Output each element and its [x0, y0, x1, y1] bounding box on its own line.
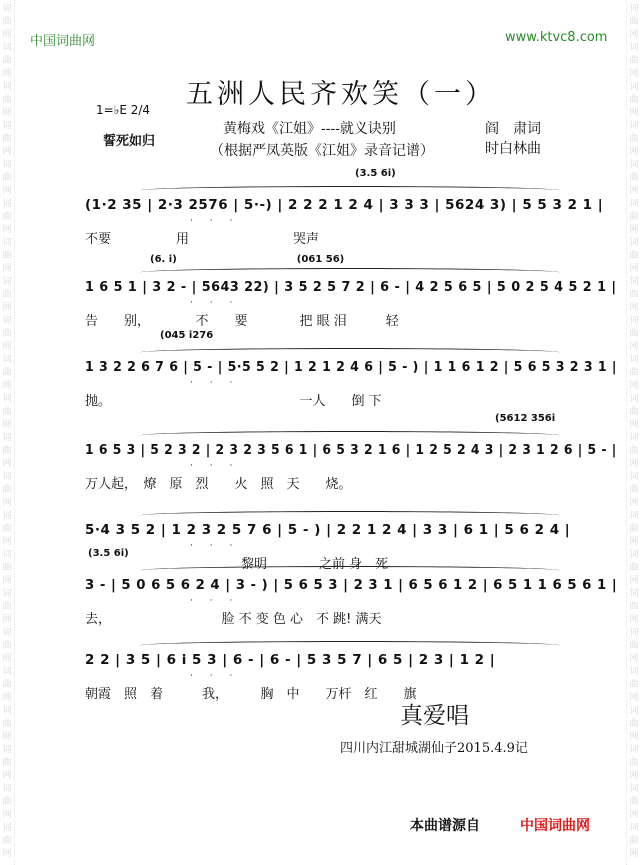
watermark-char: 网 [2, 576, 12, 586]
system-2-slur [140, 268, 560, 277]
system-6-lyrics: 去， 脸 不 变 色 心 不 跳! 满天 [85, 612, 382, 627]
performer-signature: 真爱唱 [400, 703, 469, 729]
watermark-char: 网 [2, 186, 12, 196]
watermark-char: 网 [629, 810, 639, 820]
watermark-char: 词 [2, 550, 12, 560]
watermark-char: 词 [629, 160, 639, 170]
watermark-char: 词 [629, 394, 639, 404]
watermark-char: 网 [629, 459, 639, 469]
watermark-char: 词 [2, 316, 12, 326]
watermark-char: 词 [629, 316, 639, 326]
watermark-char: 曲 [629, 368, 639, 378]
watermark-char: 网 [2, 732, 12, 742]
watermark-char: 曲 [2, 446, 12, 456]
watermark-char: 曲 [629, 95, 639, 105]
watermark-char: 词 [2, 589, 12, 599]
watermark-char: 曲 [2, 836, 12, 846]
system-5-lyrics: 黎明 之前 身 死 [85, 557, 389, 572]
watermark-char: 曲 [2, 407, 12, 417]
watermark-char: 词 [2, 4, 12, 14]
watermark-char: 曲 [629, 719, 639, 729]
watermark-char: 网 [2, 654, 12, 664]
watermark-char: 曲 [2, 134, 12, 144]
watermark-char: 网 [629, 147, 639, 157]
system-2-octave-dots: · · · [190, 298, 240, 308]
watermark-char: 网 [629, 849, 639, 859]
watermark-char: 曲 [629, 251, 639, 261]
watermark-char: 词 [2, 277, 12, 287]
watermark-char: 词 [629, 745, 639, 755]
watermark-char: 词 [629, 199, 639, 209]
watermark-char: 网 [629, 576, 639, 586]
watermark-char: 词 [629, 472, 639, 482]
watermark-char: 网 [629, 615, 639, 625]
watermark-char: 网 [629, 732, 639, 742]
watermark-char: 词 [2, 745, 12, 755]
watermark-char: 曲 [629, 329, 639, 339]
watermark-char: 网 [629, 381, 639, 391]
watermark-char: 网 [629, 654, 639, 664]
transcription-note: 四川内江甜城湖仙子2015.4.9记 [340, 741, 528, 756]
watermark-char: 词 [2, 706, 12, 716]
watermark-char: 曲 [2, 602, 12, 612]
watermark-char: 网 [629, 264, 639, 274]
watermark-strip-right [626, 0, 641, 865]
system-3-octave-dots: · · · [190, 378, 240, 388]
watermark-char: 曲 [629, 524, 639, 534]
watermark-char: 词 [2, 238, 12, 248]
watermark-char: 曲 [629, 407, 639, 417]
system-3-notes: 1 3 2 2 6 7 6 | 5 - | 5·5 5 2 | 1 2 1 2 4 6 | 5 - ) | 1 1 6 1 2 | 5 6 5 3 2 3 1 | [85, 359, 617, 375]
site-url-header[interactable]: www.ktvc8.com [505, 30, 608, 45]
watermark-char: 网 [2, 381, 12, 391]
system-2-notes: 1 6 5 1 | 3 2 - | 5643 22) | 3 5 2 5 7 2 | 6 - | 4 2 5 6 5 | 5 0 2 5 4 5 2 1 | [85, 279, 617, 295]
watermark-char: 曲 [2, 95, 12, 105]
watermark-char: 网 [629, 498, 639, 508]
watermark-char: 词 [629, 433, 639, 443]
watermark-char: 网 [2, 771, 12, 781]
watermark-char: 词 [629, 628, 639, 638]
system-7-slur [140, 641, 560, 650]
system-5-octave-dots: · · · [190, 541, 240, 551]
watermark-char: 网 [2, 537, 12, 547]
watermark-char: 曲 [629, 17, 639, 27]
subtitle-line1: 黄梅戏《江姐》----就义诀别 [223, 121, 396, 137]
watermark-char: 曲 [629, 641, 639, 651]
system-7-octave-dots: · · · [190, 671, 240, 681]
system-5-slur [140, 511, 560, 520]
watermark-char: 曲 [2, 524, 12, 534]
watermark-char: 曲 [629, 680, 639, 690]
watermark-char: 曲 [629, 290, 639, 300]
watermark-char: 网 [629, 30, 639, 40]
site-name-header[interactable]: 中国词曲网 [30, 34, 96, 49]
system-1-lyrics: 不要 用 哭声 [85, 232, 320, 247]
watermark-char: 词 [629, 121, 639, 131]
system-3-auxiliary-notes: (045 i276 [160, 330, 214, 341]
system-4-auxiliary-notes: (5612 356i [495, 413, 556, 424]
watermark-char: 曲 [629, 134, 639, 144]
watermark-char: 词 [2, 43, 12, 53]
watermark-char: 网 [2, 147, 12, 157]
watermark-char: 词 [2, 628, 12, 638]
watermark-char: 词 [2, 511, 12, 521]
watermark-char: 曲 [2, 797, 12, 807]
watermark-char: 词 [2, 121, 12, 131]
watermark-char: 词 [629, 706, 639, 716]
watermark-char: 词 [2, 160, 12, 170]
composer-credit: 时白林曲 [485, 141, 541, 157]
system-4-lyrics: 万人起， 燎 原 烈 火 照 天 烧。 [85, 477, 352, 492]
subtitle-line2: （根据严凤英版《江姐》录音记谱） [210, 143, 434, 159]
system-2-auxiliary-notes: (6. i) (061 56) [150, 254, 345, 265]
watermark-char: 曲 [629, 485, 639, 495]
watermark-char: 曲 [2, 719, 12, 729]
system-4-octave-dots: · · · [190, 461, 240, 471]
system-6-octave-dots: · · · [190, 596, 240, 606]
watermark-char: 网 [2, 225, 12, 235]
watermark-char: 网 [2, 342, 12, 352]
watermark-char: 曲 [2, 212, 12, 222]
source-label: 本曲谱源自 [410, 818, 480, 834]
watermark-char: 网 [2, 30, 12, 40]
key-signature: 1=♭E 2/4 [96, 103, 151, 117]
watermark-char: 曲 [2, 680, 12, 690]
watermark-char: 词 [2, 784, 12, 794]
system-6-auxiliary-notes: (3.5 6i) [88, 548, 129, 559]
watermark-char: 网 [629, 693, 639, 703]
watermark-char: 词 [2, 355, 12, 365]
watermark-char: 曲 [2, 290, 12, 300]
watermark-char: 曲 [2, 173, 12, 183]
system-1-notes: (1·2 35 | 2·3 2576 | 5·-) | 2 2 2 1 2 4 | 3 3 3 | 5624 3) | 5 5 3 2 1 | [85, 197, 604, 213]
watermark-char: 词 [629, 667, 639, 677]
watermark-char: 网 [2, 849, 12, 859]
watermark-char: 网 [2, 810, 12, 820]
system-7-lyrics: 朝霞 照 着 我， 胸 中 万杆 红 旗 [85, 687, 417, 702]
watermark-char: 词 [629, 589, 639, 599]
watermark-char: 曲 [629, 563, 639, 573]
watermark-char: 词 [629, 511, 639, 521]
system-6-slur [140, 566, 560, 575]
watermark-char: 网 [629, 303, 639, 313]
watermark-char: 词 [629, 82, 639, 92]
system-1-slur [140, 186, 560, 195]
watermark-char: 曲 [629, 212, 639, 222]
watermark-char: 曲 [629, 173, 639, 183]
watermark-char: 曲 [2, 641, 12, 651]
watermark-char: 网 [629, 186, 639, 196]
system-5-notes: 5·4 3 5 2 | 1 2 3 2 5 7 6 | 5 - ) | 2 2 1 2 4 | 3 3 | 6 1 | 5 6 2 4 | [85, 522, 571, 538]
watermark-char: 网 [2, 693, 12, 703]
watermark-char: 词 [629, 784, 639, 794]
watermark-char: 曲 [2, 56, 12, 66]
system-1-octave-dots: · · · [190, 216, 240, 226]
watermark-strip-left [0, 0, 15, 865]
source-site-link[interactable]: 中国词曲网 [520, 818, 590, 834]
watermark-char: 曲 [2, 758, 12, 768]
watermark-char: 网 [2, 420, 12, 430]
watermark-char: 网 [2, 69, 12, 79]
watermark-char: 曲 [2, 329, 12, 339]
watermark-char: 词 [629, 550, 639, 560]
watermark-char: 网 [2, 615, 12, 625]
watermark-char: 网 [2, 498, 12, 508]
watermark-char: 曲 [629, 797, 639, 807]
watermark-char: 词 [629, 277, 639, 287]
system-4-slur [140, 431, 560, 440]
score-title: 五洲人民齐欢笑（一） [186, 79, 496, 110]
system-3-slur [140, 348, 560, 357]
watermark-char: 词 [629, 43, 639, 53]
watermark-char: 曲 [2, 563, 12, 573]
watermark-char: 词 [629, 355, 639, 365]
system-4-notes: 1 6 5 3 | 5 2 3 2 | 2 3 2 3 5 6 1 | 6 5 3 2 1 6 | 1 2 5 2 4 3 | 2 3 1 2 6 | 5 - | [85, 442, 617, 458]
system-3-lyrics: 抛。 一人 倒 下 [85, 394, 382, 409]
watermark-char: 词 [2, 823, 12, 833]
watermark-char: 词 [2, 472, 12, 482]
watermark-char: 网 [2, 108, 12, 118]
watermark-char: 网 [629, 537, 639, 547]
tempo-marking: 誓死如归 [103, 134, 156, 149]
system-6-notes: 3 - | 5 0 6 5 6 2 4 | 3 - ) | 5 6 5 3 | 2 3 1 | 6 5 6 1 2 | 6 5 1 1 6 5 6 1 | [85, 577, 618, 593]
watermark-char: 网 [629, 108, 639, 118]
watermark-char: 曲 [629, 758, 639, 768]
watermark-char: 网 [2, 459, 12, 469]
watermark-char: 曲 [2, 17, 12, 27]
system-1-auxiliary-notes: (3.5 6i) [355, 168, 396, 179]
watermark-char: 词 [2, 199, 12, 209]
watermark-char: 词 [629, 4, 639, 14]
watermark-char: 曲 [629, 602, 639, 612]
watermark-char: 词 [629, 238, 639, 248]
watermark-char: 曲 [629, 836, 639, 846]
watermark-char: 网 [2, 303, 12, 313]
watermark-char: 网 [629, 69, 639, 79]
watermark-char: 词 [629, 823, 639, 833]
watermark-char: 曲 [629, 446, 639, 456]
watermark-char: 曲 [2, 485, 12, 495]
system-7-notes: 2 2 | 3 5 | 6 i 5 3 | 6 - | 6 - | 5 3 5 7 | 6 5 | 2 3 | 1 2 | [85, 652, 496, 668]
watermark-char: 网 [629, 771, 639, 781]
system-2-lyrics: 告 别， 不 要 把 眼 泪 轻 [85, 314, 399, 329]
watermark-char: 词 [2, 433, 12, 443]
watermark-char: 网 [629, 225, 639, 235]
watermark-char: 词 [2, 667, 12, 677]
watermark-char: 网 [2, 264, 12, 274]
watermark-char: 词 [2, 394, 12, 404]
watermark-char: 网 [629, 342, 639, 352]
watermark-char: 曲 [2, 251, 12, 261]
lyricist-credit: 阎 肃词 [485, 121, 541, 137]
watermark-char: 曲 [629, 56, 639, 66]
watermark-char: 词 [2, 82, 12, 92]
watermark-char: 曲 [2, 368, 12, 378]
watermark-char: 网 [629, 420, 639, 430]
